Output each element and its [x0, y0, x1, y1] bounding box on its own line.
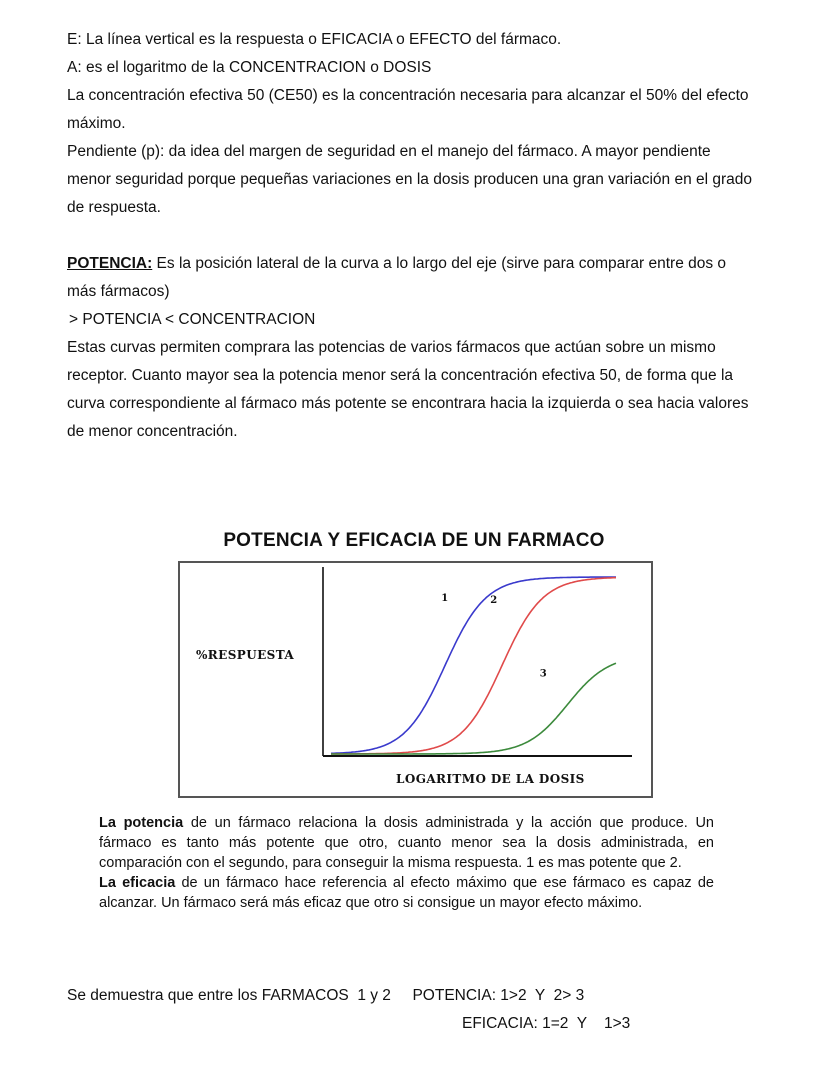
caption-eficacia-term: La eficacia	[99, 875, 176, 891]
caption-potencia-text: de un fármaco relaciona la dosis administrada y la acción que produce. Un fármaco es tanto más potente que otro, cuanto menor sea la dosis administrada, en comparación con el segundo, para conseguir la misma respuesta. 1 es mas potente que 2.	[99, 815, 714, 871]
spacer	[67, 222, 757, 250]
figure-caption	[99, 813, 714, 913]
paragraph-e: E: La línea vertical es la respuesta o EFICACIA o EFECTO del fármaco.	[67, 31, 562, 48]
document-body	[67, 26, 757, 446]
paragraph-pendiente: Pendiente (p): da idea del margen de seguridad en el manejo del fármaco. A mayor pendiente menor seguridad porque pequeñas variaciones en la dosis producen una gran variación en el grado de respuesta.	[67, 143, 753, 216]
x-axis-label: LOGARITMO DE LA DOSIS	[396, 772, 585, 786]
curve-label-3: 3	[539, 668, 547, 680]
conclusion-line-1: Se demuestra que entre los FARMACOS 1 y 2 POTENCIA: 1>2 Y 2> 3	[67, 987, 585, 1004]
chart-container	[178, 561, 653, 798]
potencia-heading: POTENCIA:	[67, 255, 153, 272]
curve-label-2: 2	[490, 594, 498, 606]
y-axis-label: %RESPUESTA	[196, 648, 295, 662]
curve-label-1: 1	[441, 592, 449, 604]
caption-eficacia	[99, 873, 714, 913]
paragraph-ce50: La concentración efectiva 50 (CE50) es la concentración necesaria para alcanzar el 50% del efecto máximo.	[67, 87, 749, 132]
paragraph-potencia	[67, 250, 757, 306]
paragraph-a: A: es el logaritmo de la CONCENTRACION o DOSIS	[67, 59, 432, 76]
potencia-definition: Es la posición lateral de la curva a lo largo del eje (sirve para comparar entre dos o más fármacos)	[67, 255, 727, 300]
caption-potencia	[99, 813, 714, 873]
chart-title: POTENCIA Y EFICACIA DE UN FARMACO	[223, 530, 605, 551]
paragraph-potencia-explain: Estas curvas permiten comprara las potencias de varios fármacos que actúan sobre un mismo receptor. Cuanto mayor sea la potencia menor será la concentración efectiva 50, de forma que la curva correspondiente al fármaco más potente se encontrara hacia la izquierda o sea hacia valores de menor concentración.	[67, 339, 749, 440]
chart-frame	[179, 562, 652, 797]
chart-svg	[178, 561, 653, 798]
caption-eficacia-text: de un fármaco hace referencia al efecto máximo que ese fármaco es capaz de alcanzar. Un fármaco será más eficaz que otro si consigue un mayor efecto máximo.	[99, 875, 714, 911]
caption-potencia-term: La potencia	[99, 815, 184, 831]
conclusion-line-2: EFICACIA: 1=2 Y 1>3	[462, 1015, 631, 1032]
potencia-rule: > POTENCIA < CONCENTRACION	[69, 311, 316, 328]
